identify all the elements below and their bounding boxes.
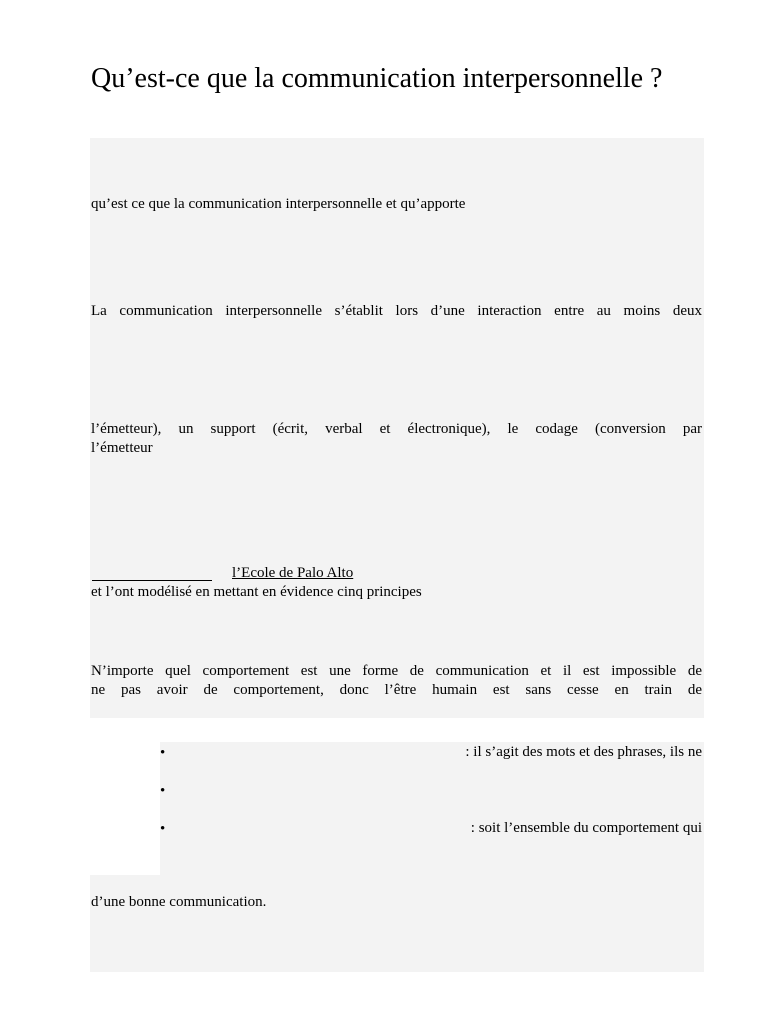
components-text-line2: l’émetteur bbox=[91, 440, 153, 456]
behavior-text-line2: ne pas avoir de comportement, donc l’être humain est sans cesse en train de bbox=[91, 682, 702, 698]
bullet-item-3: : soit l’ensemble du comportement qui bbox=[470, 820, 702, 836]
palo-alto-link[interactable]: l’Ecole de Palo Alto bbox=[232, 565, 354, 581]
conclusion-text: d’une bonne communication. bbox=[91, 894, 267, 910]
question-text: qu’est ce que la communication interpersonnelle et qu’apporte bbox=[91, 196, 466, 212]
bullet-marker-3: • bbox=[160, 821, 166, 837]
page-title: Qu’est-ce que la communication interpersonnelle ? bbox=[91, 63, 663, 94]
bullet-item-1: : il s’agit des mots et des phrases, ils ne bbox=[465, 744, 702, 760]
content-block-bottom bbox=[90, 875, 704, 972]
fill-in-blank bbox=[92, 580, 212, 581]
definition-text: La communication interpersonnelle s’établit lors d’une interaction entre au moins deux bbox=[91, 303, 702, 319]
bullet-marker-1: • bbox=[160, 745, 166, 761]
content-block-bullets bbox=[160, 742, 704, 876]
principles-text: et l’ont modélisé en mettant en évidence cinq principes bbox=[91, 584, 422, 600]
components-text-line1: l’émetteur), un support (écrit, verbal et électronique), le codage (conversion par bbox=[91, 421, 702, 437]
behavior-text-line1: N’importe quel comportement est une forme de communication et il est impossible de bbox=[91, 663, 702, 679]
bullet-marker-2: • bbox=[160, 783, 166, 799]
